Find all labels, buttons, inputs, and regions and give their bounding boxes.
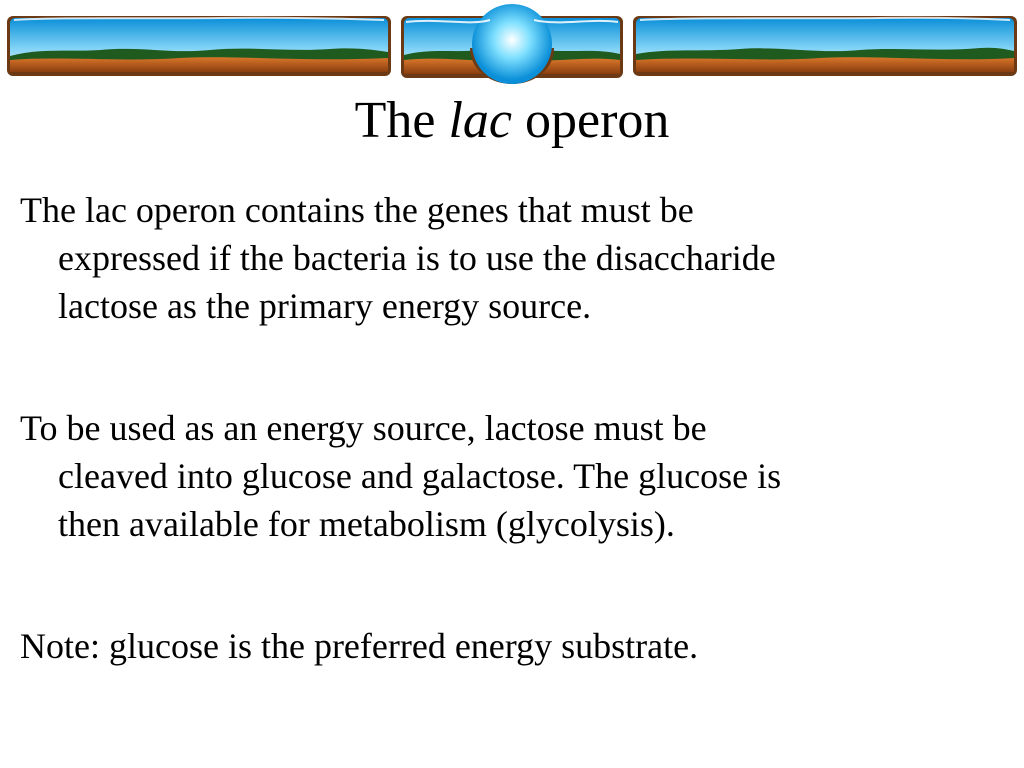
banner-right-panel xyxy=(633,16,1017,76)
paragraph-lactose-cleavage xyxy=(20,404,1005,548)
landscape-banner xyxy=(0,0,1024,90)
title-suffix: operon xyxy=(511,92,670,149)
paragraph-line: To be used as an energy source, lactose must be xyxy=(20,408,707,448)
paragraph-line: expressed if the bacteria is to use the disaccharide xyxy=(58,238,776,278)
paragraph-line: then available for metabolism (glycolysis). xyxy=(58,504,675,544)
banner-left-panel xyxy=(7,16,391,76)
slide-title xyxy=(0,86,1024,156)
paragraph-note xyxy=(20,622,1005,670)
paragraph-line: lactose as the primary energy source. xyxy=(58,286,592,326)
title-italic-word: lac xyxy=(448,92,512,149)
paragraph-line: The lac operon contains the genes that must be xyxy=(20,190,694,230)
title-prefix: The xyxy=(354,92,449,149)
paragraph-lac-operon xyxy=(20,186,1005,330)
paragraph-line: Note: glucose is the preferred energy substrate. xyxy=(20,626,699,666)
paragraph-line: cleaved into glucose and galactose. The glucose is xyxy=(58,456,782,496)
banner-center-panel xyxy=(401,4,623,84)
